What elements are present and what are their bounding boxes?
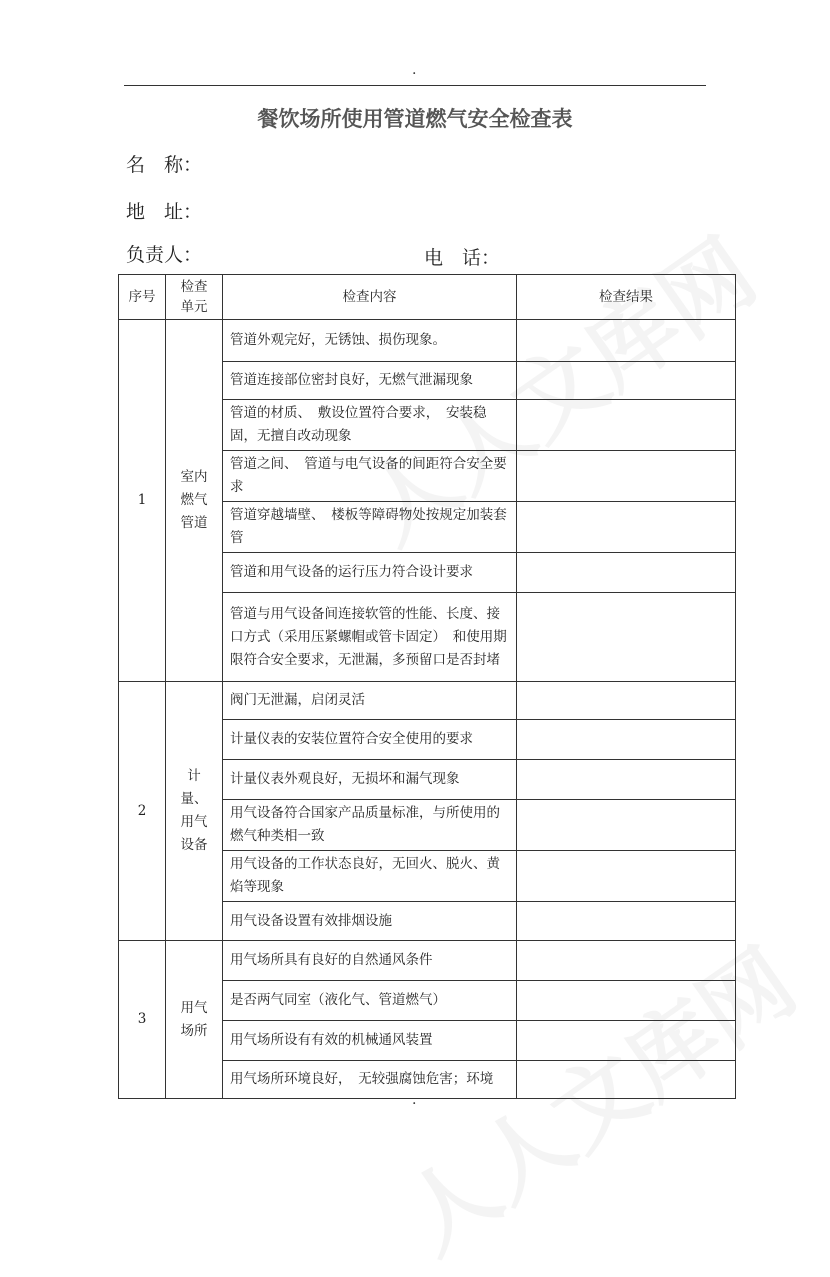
- table-body: [119, 320, 736, 1099]
- phone-field-label: 电 话：: [424, 247, 501, 269]
- section-number: 2: [119, 682, 166, 941]
- header-unit: [166, 275, 223, 320]
- check-item-content: 阀门无泄漏，启闭灵活: [223, 682, 517, 720]
- check-result-cell[interactable]: [517, 553, 736, 593]
- check-result-cell[interactable]: [517, 1061, 736, 1099]
- check-item-content: 管道和用气设备的运行压力符合设计要求: [223, 553, 517, 593]
- inspection-table: [118, 274, 736, 1099]
- check-result-cell[interactable]: [517, 502, 736, 553]
- address-field-label: 地 址：: [126, 201, 203, 223]
- check-item-content: 是否两气同室（液化气、管道燃气）: [223, 981, 517, 1021]
- check-result-cell[interactable]: [517, 1021, 736, 1061]
- check-result-cell[interactable]: [517, 800, 736, 851]
- section-unit: [166, 941, 223, 1099]
- section-unit-text: 室内燃气管道: [180, 469, 208, 531]
- check-result-cell[interactable]: [517, 902, 736, 941]
- check-item-content: 管道连接部位密封良好，无燃气泄漏现象: [223, 362, 517, 400]
- check-item-content: 用气场所具有良好的自然通风条件: [223, 941, 517, 981]
- check-item-content: 用气设备设置有效排烟设施: [223, 902, 517, 941]
- section-unit: [166, 682, 223, 941]
- header-result: 检查结果: [517, 275, 736, 320]
- check-result-cell[interactable]: [517, 941, 736, 981]
- header-dot: .: [412, 62, 417, 78]
- check-result-cell[interactable]: [517, 320, 736, 362]
- name-field-label: 名 称：: [126, 154, 203, 176]
- check-item-content: 管道之间、 管道与电气设备的间距符合安全要求: [223, 451, 517, 502]
- check-result-cell[interactable]: [517, 682, 736, 720]
- check-item-content: 计量仪表的安装位置符合安全使用的要求: [223, 720, 517, 760]
- check-result-cell[interactable]: [517, 720, 736, 760]
- check-item-content: 用气设备的工作状态良好，无回火、脱火、黄焰等现象: [223, 851, 517, 902]
- header-unit-text: 检查单元: [180, 279, 208, 315]
- check-item-content: 用气设备符合国家产品质量标准，与所使用的燃气种类相一致: [223, 800, 517, 851]
- section-number: 1: [119, 320, 166, 682]
- check-result-cell[interactable]: [517, 400, 736, 451]
- check-result-cell[interactable]: [517, 851, 736, 902]
- check-item-content: 计量仪表外观良好，无损坏和漏气现象: [223, 760, 517, 800]
- check-item-content: 管道的材质、 敷设位置符合要求， 安装稳固，无擅自改动现象: [223, 400, 517, 451]
- footer-dot: .: [412, 1092, 417, 1108]
- section-number: 3: [119, 941, 166, 1099]
- check-item-content: 管道穿越墙壁、 楼板等障碍物处按规定加装套管: [223, 502, 517, 553]
- check-item-content: 管道外观完好，无锈蚀、损伤现象。: [223, 320, 517, 362]
- table-row: [119, 682, 736, 720]
- section-unit-text: 用气场所: [180, 999, 208, 1039]
- header-content: 检查内容: [223, 275, 517, 320]
- section-unit: [166, 320, 223, 682]
- check-result-cell[interactable]: [517, 760, 736, 800]
- check-result-cell[interactable]: [517, 593, 736, 682]
- header-no: 序号: [119, 275, 166, 320]
- section-unit-text: 计量、用气设备: [180, 768, 208, 853]
- page-title: 餐饮场所使用管道燃气安全检查表: [257, 107, 573, 131]
- header-rule: [124, 85, 706, 86]
- check-result-cell[interactable]: [517, 981, 736, 1021]
- check-item-content: 管道与用气设备间连接软管的性能、长度、接口方式（采用压紧螺帽或管卡固定） 和使用期限符合安全要求，无泄漏，多预留口是否封堵: [223, 593, 517, 682]
- check-item-content: 用气场所设有有效的机械通风装置: [223, 1021, 517, 1061]
- check-result-cell[interactable]: [517, 362, 736, 400]
- table-row: [119, 941, 736, 981]
- table-row: [119, 320, 736, 362]
- person-in-charge-label: 负责人：: [126, 244, 203, 266]
- check-item-content: 用气场所环境良好， 无较强腐蚀危害；环境: [223, 1061, 517, 1099]
- check-result-cell[interactable]: [517, 451, 736, 502]
- table-header-row: [119, 275, 736, 320]
